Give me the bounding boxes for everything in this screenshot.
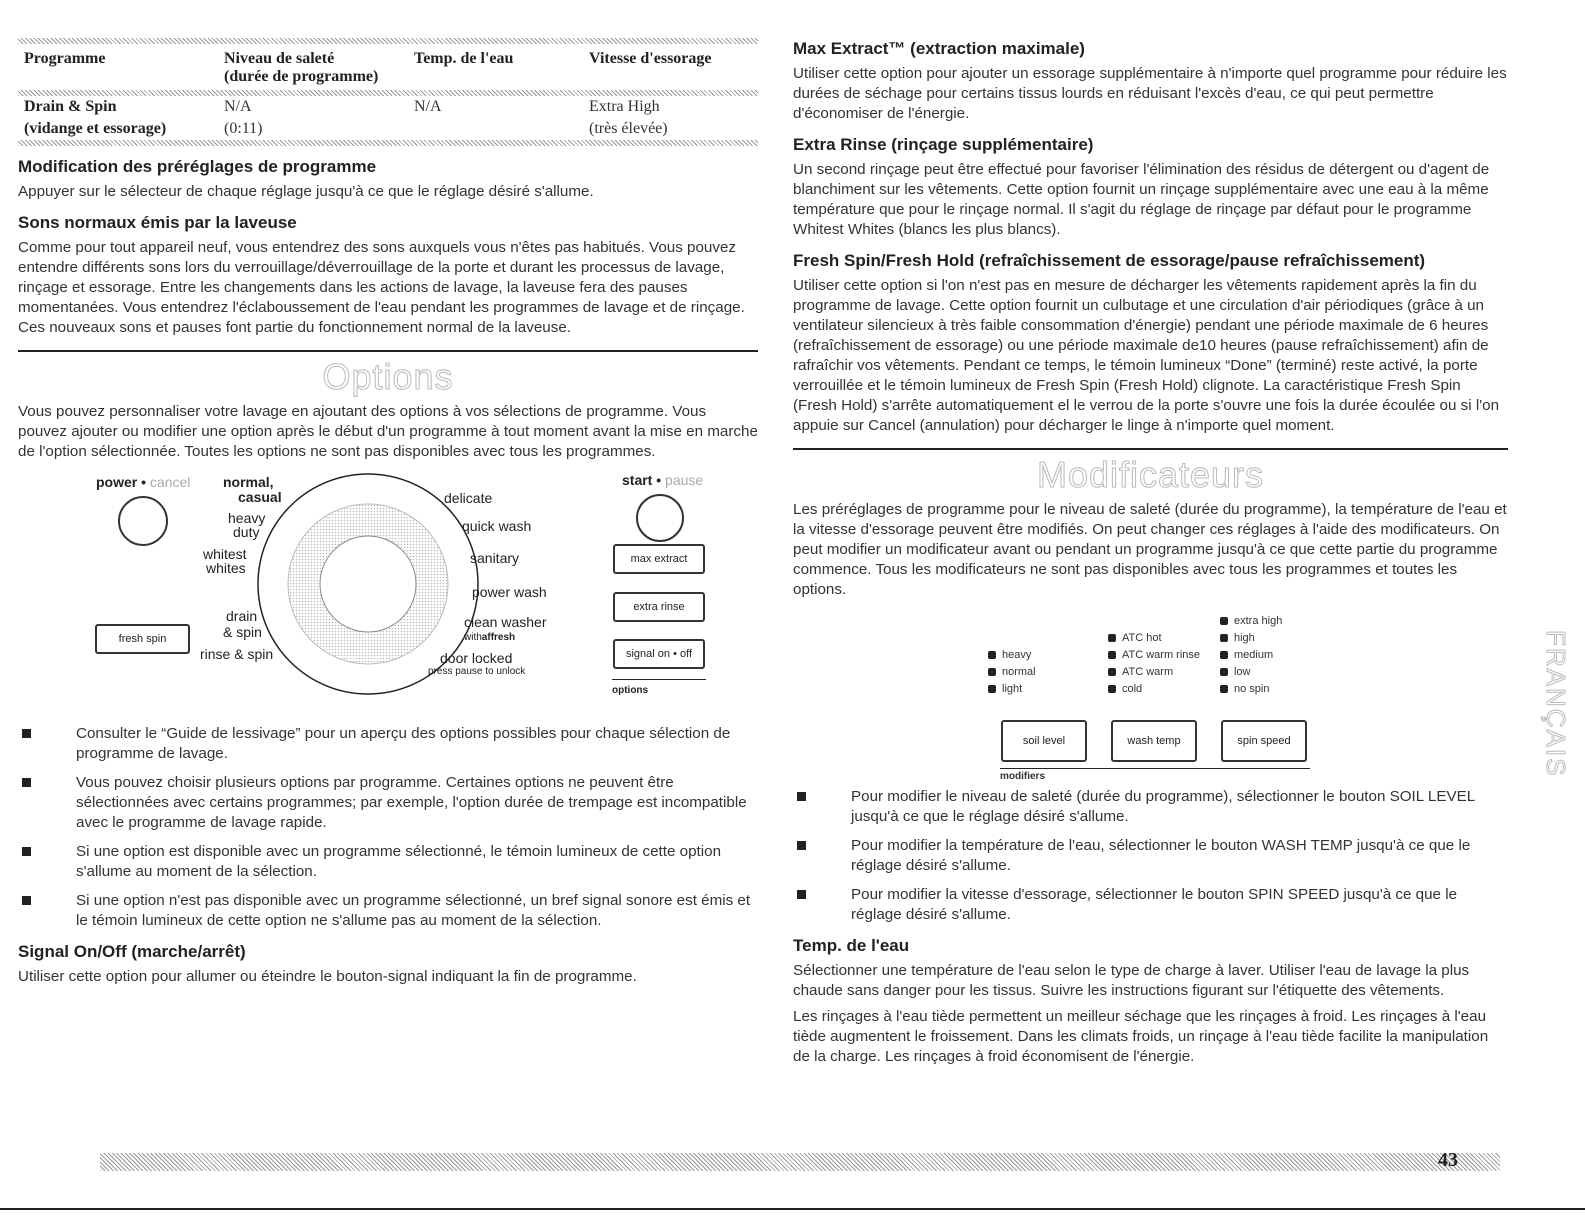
fresh-spin-button[interactable]: fresh spin	[95, 624, 190, 654]
dial-label-delicate: delicate	[444, 490, 493, 506]
dial-label-power-wash: power wash	[472, 584, 547, 600]
para-signal: Utiliser cette option pour allumer ou éteindre le bouton-signal indiquant la fin de programme.	[18, 968, 637, 985]
para-temp-eau-1: Sélectionner une température de l'eau selon le type de charge à laver. Utiliser l'eau de lavage la plus chaude sans danger pour les tissus. Suivre les instructions figurant sur l'étiquette des vêtements.	[793, 962, 1470, 999]
dial-label-clean-washer: clean washer	[464, 614, 547, 630]
wash-temp-button[interactable]: wash temp	[1111, 720, 1197, 762]
soil-item: heavy	[988, 648, 1031, 662]
options-underline	[612, 679, 706, 680]
list-item: Pour modifier le niveau de saleté (durée du programme), sélectionner le bouton SOIL LEVEL jusqu'à ce que le réglage désiré s'allume.	[793, 787, 1508, 827]
dial-label-spin: & spin	[223, 624, 262, 640]
cell-program: Drain & Spin	[24, 98, 117, 115]
cell-spin-sub: (très élevée)	[589, 120, 668, 137]
modifiers-label: modifiers	[1000, 771, 1046, 782]
para-modificateurs: Les préréglages de programme pour le niveau de saleté (durée du programme), la température de l'eau et la vitesse d'essorage peuvent être modifiés. On peut changer ces réglages à l'aide des modificateurs. On peut modifier un modificateur avant ou pendant un programme jusqu'à ce que cette partie du programme commence. Tous les modificateurs ne sont pas disponibles avec tous les programmes et toutes les options.	[793, 501, 1507, 598]
heading-sons: Sons normaux émis par la laveuse	[18, 213, 297, 232]
modificateurs-title: Modificateurs	[1036, 454, 1265, 495]
table-row	[18, 96, 758, 118]
dial-label-duty: duty	[233, 524, 260, 540]
signal-button[interactable]: signal on • off	[613, 639, 705, 669]
dial-label-normal: normal,	[223, 474, 274, 490]
list-item: Pour modifier la température de l'eau, sélectionner le bouton WASH TEMP jusqu'à ce que le réglage désiré s'allume.	[793, 836, 1508, 876]
footer-band	[100, 1153, 1500, 1171]
temp-item: ATC warm rinse	[1108, 648, 1200, 662]
page-number: 43	[1438, 1149, 1458, 1171]
heading-temp-eau: Temp. de l'eau	[793, 936, 910, 955]
start-pause-label: start • pause	[622, 472, 704, 488]
table-header: Programme	[24, 50, 106, 67]
dial-label-quick-wash: quick wash	[462, 518, 532, 534]
dial-label-drain: drain	[226, 608, 258, 624]
header-soil-sub: (durée de programme)	[224, 68, 379, 85]
options-label: options	[612, 685, 649, 696]
right-column	[793, 38, 1508, 1067]
extra-rinse-button[interactable]: extra rinse	[613, 592, 705, 622]
modifiers-panel-diagram	[793, 608, 1508, 783]
dial-label-with-affresh: withaffresh	[464, 632, 516, 643]
para-extra-rinse: Un second rinçage peut être effectué pour favoriser l'élimination des résidus de détergent ou d'agent de blanchiment sur les vêtements. Cette option fournit un rinçage supplémentaire avec une eau à la même température que pour le rinçage normal. Il s'agit du réglage de rinçage par défaut pour le programme Whitest Whites (blancs les plus blancs).	[793, 161, 1490, 238]
svg-text:FRANÇAIS: FRANÇAIS	[1541, 630, 1571, 778]
spin-item: no spin	[1220, 682, 1269, 696]
power-button[interactable]	[118, 496, 168, 546]
dial-center	[320, 536, 416, 632]
para-temp-eau-2: Les rinçages à l'eau tiède permettent un meilleur séchage que les rinçages à froid. Les rinçages à l'eau tiède augmentent le froissement. Dans les climats froids, un rinçage à l'eau tiède facilite la manipulation de la charge. Les rinçages à froid économisent de l'énergie.	[793, 1008, 1489, 1065]
heading-max-extract: Max Extract™ (extraction maximale)	[793, 39, 1085, 58]
spin-item: extra high	[1220, 614, 1282, 628]
table-header-row	[18, 44, 758, 90]
table-header: Vitesse d'essorage	[589, 50, 712, 67]
section-divider	[793, 448, 1508, 450]
heading-modification: Modification des préréglages de programme	[18, 157, 377, 176]
power-cancel-label: power • cancel	[96, 474, 191, 490]
cell-spin: Extra High	[589, 98, 660, 115]
soil-item: normal	[988, 665, 1036, 679]
control-panel-diagram	[18, 474, 758, 714]
spin-item: low	[1220, 665, 1251, 679]
options-bullets	[18, 724, 758, 931]
modifiers-underline	[1000, 768, 1310, 769]
door-locked-label: door locked	[440, 650, 513, 666]
heading-signal: Signal On/Off (marche/arrêt)	[18, 942, 246, 961]
header-soil: Niveau de saleté	[224, 50, 335, 67]
list-item: Pour modifier la vitesse d'essorage, sélectionner le bouton SPIN SPEED jusqu'à ce que le réglage désiré s'allume.	[793, 885, 1508, 925]
list-item: Consulter le “Guide de lessivage” pour un aperçu des options possibles pour chaque sélection de programme de lavage.	[18, 724, 758, 764]
spin-speed-button[interactable]: spin speed	[1221, 720, 1307, 762]
side-language-label	[1515, 630, 1571, 778]
soil-item: light	[988, 682, 1022, 696]
cell-soil-sub: (0:11)	[224, 120, 263, 137]
heading-extra-rinse: Extra Rinse (rinçage supplémentaire)	[793, 135, 1094, 154]
dial-label-heavy: heavy	[228, 510, 266, 526]
press-pause-label: press pause to unlock	[428, 666, 526, 677]
cell-temp: N/A	[414, 98, 442, 115]
list-item: Si une option est disponible avec un programme sélectionné, le témoin lumineux de cette option s'allume au moment de la sélection.	[18, 842, 758, 882]
dial-label-whitest: whitest	[203, 546, 247, 562]
dial-label-sanitary: sanitary	[470, 550, 520, 566]
para-max-extract: Utiliser cette option pour ajouter un essorage supplémentaire à n'importe quel programme pour réduire les durées de séchage pour certains tissus lourds en réduisant l'excès d'eau, ce qui peut permettre d'économiser de l'énergie.	[793, 65, 1507, 122]
table-header	[218, 44, 408, 90]
temp-item: cold	[1108, 682, 1142, 696]
dial-label-casual: casual	[238, 489, 282, 505]
section-divider	[18, 350, 758, 352]
para-options: Vous pouvez personnaliser votre lavage en ajoutant des options à vos sélections de programme. Vous pouvez ajouter ou modifier une option après le début d'un programme à tout moment avant la mise en marche de l'option sélectionnée. Toutes les options ne sont pas disponibles avec tous les programmes.	[18, 403, 758, 460]
spin-item: medium	[1220, 648, 1273, 662]
max-extract-button[interactable]: max extract	[613, 544, 705, 574]
para-modification: Appuyer sur le sélecteur de chaque réglage jusqu'à ce que le réglage désiré s'allume.	[18, 183, 594, 200]
start-button[interactable]	[636, 494, 684, 542]
para-fresh-spin: Utiliser cette option si l'on n'est pas en mesure de décharger les vêtements rapidement après la fin du programme de lavage. Cette option fournit un culbutage et une circulation d'air périodiques (grâce à un ventilateur silencieux à très faible consommation d'énergie) pendant une période maximale de 6 heures (refraîchissement de essorage) ou une période maximale de10 heures (pause refraîchissement) afin de rafraîchir vos vêtements. Pendant ce temps, le témoin lumineux “Done” (terminé) reste activé, la porte verrouillée et le témoin lumineux de Fresh Spin (Fresh Hold) clignote. La caractéristique Fresh Spin (Fresh Hold) s'arrête automatiquement el le verrou de la porte s'ouvre une fois la durée écoulée ou si l'on appuie sur Cancel (annulation) pour décharger le linge à n'importe quel moment.	[793, 277, 1500, 434]
options-title: Options	[322, 356, 454, 397]
temp-item: ATC hot	[1108, 631, 1162, 645]
bottom-rule	[0, 1208, 1585, 1210]
spin-item: high	[1220, 631, 1255, 645]
dial-label-whites: whites	[206, 560, 246, 576]
list-item: Vous pouvez choisir plusieurs options par programme. Certaines options ne peuvent être sélectionnées avec certains programmes; par exemple, l'option durée de trempage est incompatible avec le programme de lavage rapide.	[18, 773, 758, 833]
table-bottom-rule	[18, 140, 758, 146]
heading-fresh-spin: Fresh Spin/Fresh Hold (refraîchissement de essorage/pause refraîchissement)	[793, 251, 1426, 270]
table-header: Temp. de l'eau	[414, 50, 514, 67]
modifiers-bullets	[793, 787, 1508, 925]
cell-soil: N/A	[224, 98, 252, 115]
para-sons: Comme pour tout appareil neuf, vous entendrez des sons auxquels vous n'êtes pas habitués. Vous pouvez entendre différents sons lors du verrouillage/déverrouillage de la porte et durant les processus de lavage, rinçage et essorage. Entre les changements dans les actions de lavage, la laveuse fera des pauses momentanées. Vous entendrez l'éclaboussement de l'eau pendant les programmes de lavage et de rinçage. Ces nouveaux sons et pauses font partie du fonctionnement normal de la laveuse.	[18, 239, 745, 336]
temp-item: ATC warm	[1108, 665, 1173, 679]
cell-program-sub: (vidange et essorage)	[24, 120, 167, 137]
program-table	[18, 44, 758, 146]
soil-level-button[interactable]: soil level	[1001, 720, 1087, 762]
table-row	[18, 118, 758, 140]
list-item: Si une option n'est pas disponible avec un programme sélectionné, un bref signal sonore est émis et le témoin lumineux de cette option ne s'allume pas au moment de la sélection.	[18, 891, 758, 931]
dial-label-rinse-spin: rinse & spin	[200, 646, 274, 662]
left-column	[18, 38, 758, 987]
